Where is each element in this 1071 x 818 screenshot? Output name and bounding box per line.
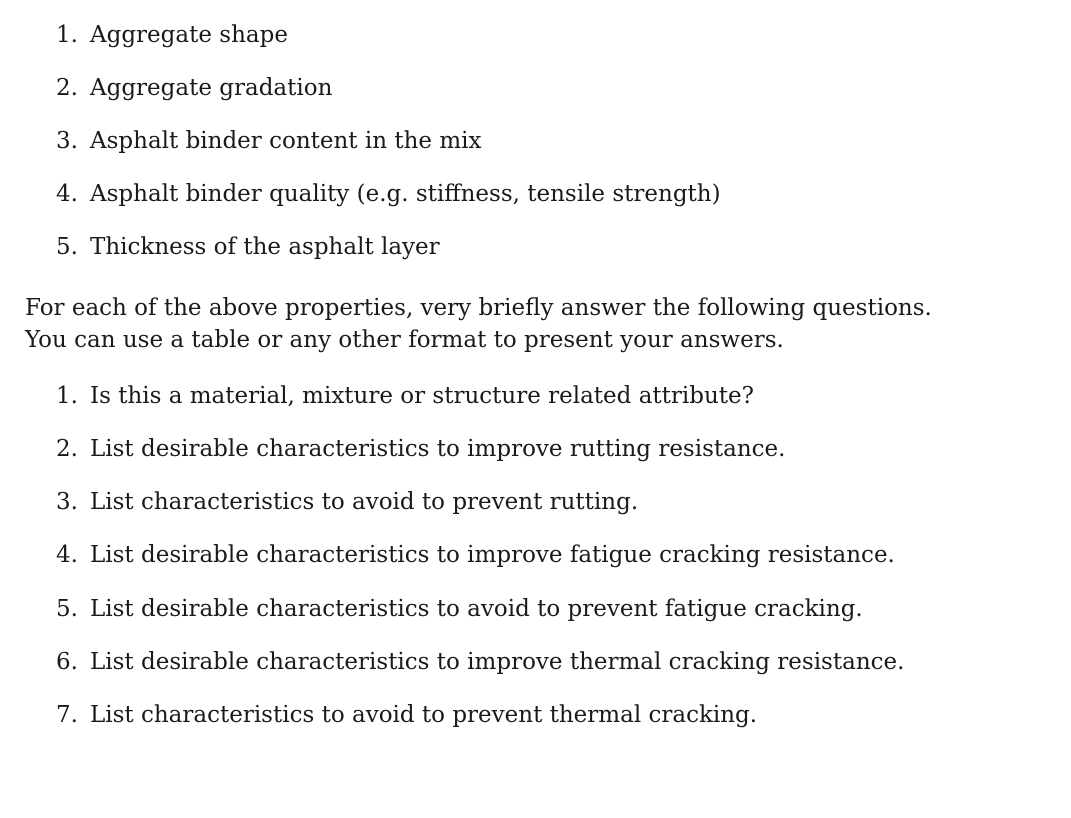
list-item-number: 5. <box>56 234 78 260</box>
list-item <box>56 234 440 260</box>
list-item-text: List desirable characteristics to avoid to prevent fatigue cracking. <box>90 596 863 622</box>
instructions-line-1: For each of the above properties, very briefly answer the following questions. <box>25 295 932 321</box>
list-item-text: Aggregate gradation <box>90 75 333 101</box>
list-item-number: 1. <box>56 383 78 409</box>
list-item <box>56 702 757 728</box>
list-item-number: 7. <box>56 702 78 728</box>
list-item-text: Thickness of the asphalt layer <box>90 234 440 260</box>
list-item <box>56 383 754 409</box>
list-item-number: 1. <box>56 22 78 48</box>
list-item-number: 2. <box>56 436 78 462</box>
list-item <box>56 22 288 48</box>
list-item-text: Aggregate shape <box>90 22 288 48</box>
list-item <box>56 436 785 462</box>
instructions-line-2: You can use a table or any other format to present your answers. <box>25 327 784 353</box>
list-item-text: Asphalt binder quality (e.g. stiffness, tensile strength) <box>90 181 721 207</box>
list-item <box>56 542 895 568</box>
list-item-text: List characteristics to avoid to prevent rutting. <box>90 489 639 515</box>
list-item <box>56 128 481 154</box>
instructions-paragraph <box>25 292 1055 356</box>
list-item-number: 6. <box>56 649 78 675</box>
list-item-number: 4. <box>56 542 78 568</box>
list-item <box>56 181 721 207</box>
list-item-number: 3. <box>56 489 78 515</box>
list-item-number: 5. <box>56 596 78 622</box>
list-item-text: Is this a material, mixture or structure related attribute? <box>90 383 754 409</box>
list-item-number: 2. <box>56 75 78 101</box>
list-item-number: 4. <box>56 181 78 207</box>
list-item-text: Asphalt binder content in the mix <box>90 128 482 154</box>
list-item-text: List desirable characteristics to improve thermal cracking resistance. <box>90 649 905 675</box>
list-item-number: 3. <box>56 128 78 154</box>
list-item-text: List characteristics to avoid to prevent thermal cracking. <box>90 702 758 728</box>
list-item <box>56 649 904 675</box>
list-item <box>56 596 863 622</box>
list-item <box>56 75 332 101</box>
list-item <box>56 489 638 515</box>
list-item-text: List desirable characteristics to improve fatigue cracking resistance. <box>90 542 895 568</box>
list-item-text: List desirable characteristics to improve rutting resistance. <box>90 436 786 462</box>
